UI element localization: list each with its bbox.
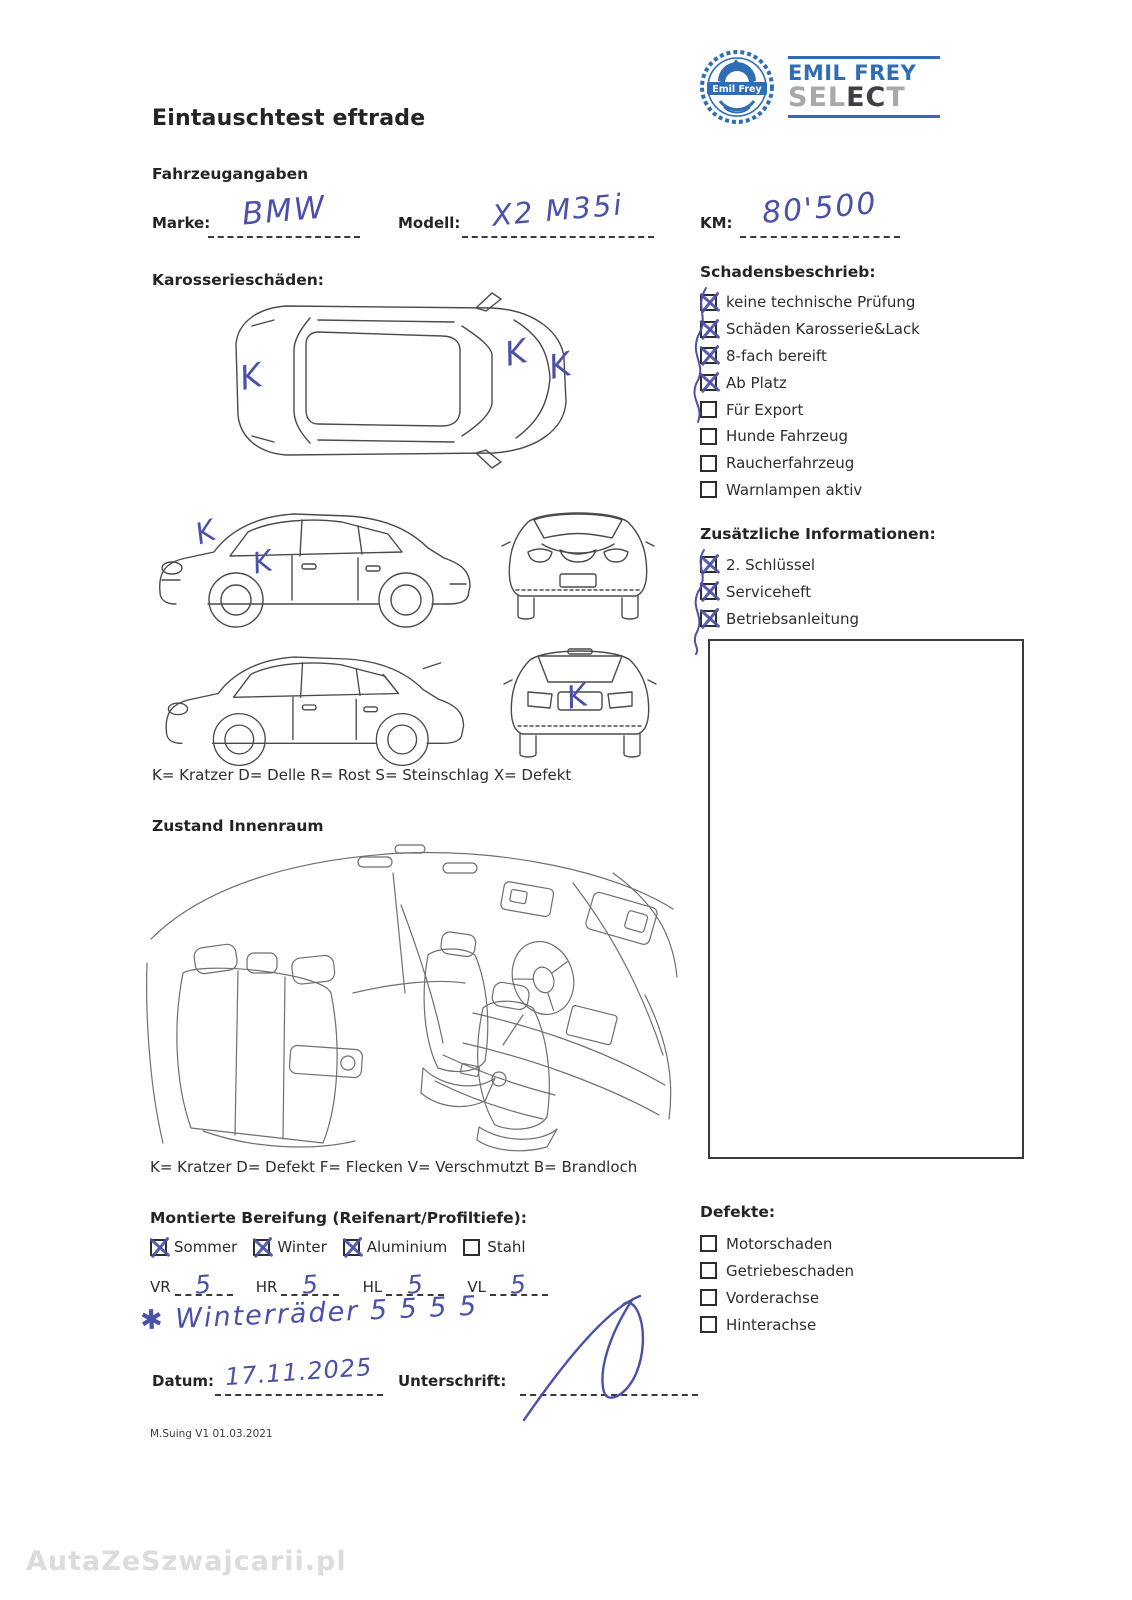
list-item: 2. Schlüssel	[700, 551, 859, 578]
emil-frey-select-logo	[698, 48, 940, 126]
pen-squiggle-damage-list	[688, 286, 716, 426]
list-item: Getriebeschaden	[700, 1257, 854, 1284]
date-field	[215, 1352, 383, 1396]
date-label: Datum:	[152, 1372, 215, 1390]
tire-option-sommer: Sommer	[150, 1238, 237, 1256]
logo-badge-text: Emil Frey	[712, 84, 762, 95]
modell-handwritten-value: X2 M35i	[490, 187, 625, 233]
logo-select-line: SELECT	[788, 81, 906, 113]
body-damage-heading: Karosserieschäden:	[152, 271, 324, 289]
modell-field	[462, 187, 654, 238]
interior-heading: Zustand Innenraum	[152, 817, 324, 835]
km-label: KM:	[700, 214, 733, 232]
tire-depth-hl: HL 5	[363, 1264, 445, 1296]
aluminium-checkbox	[343, 1239, 360, 1256]
tire-option-winter: Winter	[253, 1238, 326, 1256]
list-item: Warnlampen aktiv	[700, 477, 920, 504]
pen-mark-side-fender: K	[191, 512, 220, 552]
car-top-view-diagram	[222, 290, 582, 472]
body-damage-legend: K= Kratzer D= Delle R= Rost S= Steinschlag X= Defekt	[152, 766, 572, 784]
form-title: Eintauschtest eftrade	[152, 106, 426, 131]
car-front-view-diagram	[498, 498, 658, 628]
list-item: Vorderachse	[700, 1284, 854, 1311]
signature-stroke	[508, 1288, 718, 1428]
date-handwritten-value: 17.11.2025	[224, 1352, 374, 1392]
damage-description-heading: Schadensbeschrieb:	[700, 263, 876, 281]
tire-option-aluminium: Aluminium	[343, 1238, 448, 1256]
logo-brand-line: EMIL FREY	[788, 60, 917, 85]
sommer-checkbox	[150, 1239, 167, 1256]
damage-description-list	[700, 289, 920, 503]
list-item: Betriebsanleitung	[700, 605, 859, 632]
pen-mark-rear-bumper: K	[563, 677, 591, 717]
car-side-view-left-diagram	[150, 492, 480, 636]
tire-type-options	[150, 1238, 542, 1256]
additional-info-heading: Zusätzliche Informationen:	[700, 525, 936, 543]
vl-value: 5	[509, 1269, 529, 1300]
list-item: Raucherfahrzeug	[700, 450, 920, 477]
logo-wordmark	[788, 56, 940, 118]
km-field	[740, 188, 900, 238]
checkbox-raucherfahrzeug	[700, 455, 717, 472]
vehicle-section-heading: Fahrzeugangaben	[152, 165, 309, 183]
checkbox-vorderachse	[700, 1289, 717, 1306]
pen-mark-top-front-a: K	[501, 331, 531, 374]
car-interior-sketch	[143, 843, 683, 1155]
signature-label: Unterschrift:	[398, 1372, 507, 1390]
hr-value: 5	[301, 1269, 320, 1300]
checkbox-warnlampen	[700, 481, 717, 498]
notes-box	[708, 639, 1024, 1159]
list-item: Hunde Fahrzeug	[700, 423, 920, 450]
vr-value: 5	[194, 1269, 214, 1300]
pen-mark-side-door: K	[249, 543, 276, 581]
watermark: AutaZeSzwajcarii.pl	[26, 1546, 347, 1577]
winter-checkbox	[253, 1239, 270, 1256]
marke-handwritten-value: BMW	[240, 189, 328, 233]
logo-top-rule	[788, 56, 940, 59]
list-item: Schäden Karosserie&Lack	[700, 316, 920, 343]
list-item: keine technische Prüfung	[700, 289, 920, 316]
hl-value: 5	[405, 1269, 425, 1300]
list-item: Serviceheft	[700, 578, 859, 605]
checkbox-hinterachse	[700, 1316, 717, 1333]
km-handwritten-value: 80'500	[760, 186, 880, 231]
additional-info-list	[700, 551, 859, 632]
list-item: 8-fach bereift	[700, 343, 920, 370]
modell-label: Modell:	[398, 214, 461, 232]
checkbox-getriebeschaden	[700, 1262, 717, 1279]
checkbox-hunde-fahrzeug	[700, 428, 717, 445]
emil-frey-gear-logo-icon	[698, 48, 776, 126]
car-side-view-right-diagram	[150, 636, 480, 774]
checkbox-motorschaden	[700, 1235, 717, 1252]
handwritten-note: ✱ Winterräder 5 5 5 5	[139, 1290, 479, 1337]
defects-list	[700, 1230, 854, 1338]
logo-bottom-rule	[788, 115, 940, 118]
list-item: Hinterachse	[700, 1311, 854, 1338]
marke-label: Marke:	[152, 214, 211, 232]
form-version-footer: M.Suing V1 01.03.2021	[150, 1428, 273, 1440]
tire-depth-row	[150, 1264, 566, 1300]
defects-heading: Defekte:	[700, 1203, 776, 1221]
tire-depth-vl: VL 5	[467, 1264, 548, 1296]
pen-mark-top-rear: K	[236, 355, 266, 398]
tire-depth-hr: HR 5	[256, 1264, 340, 1296]
tire-option-stahl: Stahl	[463, 1238, 525, 1256]
marke-field	[208, 190, 360, 238]
list-item: Motorschaden	[700, 1230, 854, 1257]
list-item: Für Export	[700, 396, 920, 423]
interior-legend: K= Kratzer D= Defekt F= Flecken V= Verschmutzt B= Brandloch	[150, 1158, 638, 1176]
stahl-checkbox	[463, 1239, 480, 1256]
pen-mark-top-front-b: K	[545, 344, 575, 387]
tires-heading: Montierte Bereifung (Reifenart/Profiltiefe):	[150, 1209, 527, 1227]
list-item: Ab Platz	[700, 369, 920, 396]
tire-depth-vr: VR 5	[150, 1264, 233, 1296]
